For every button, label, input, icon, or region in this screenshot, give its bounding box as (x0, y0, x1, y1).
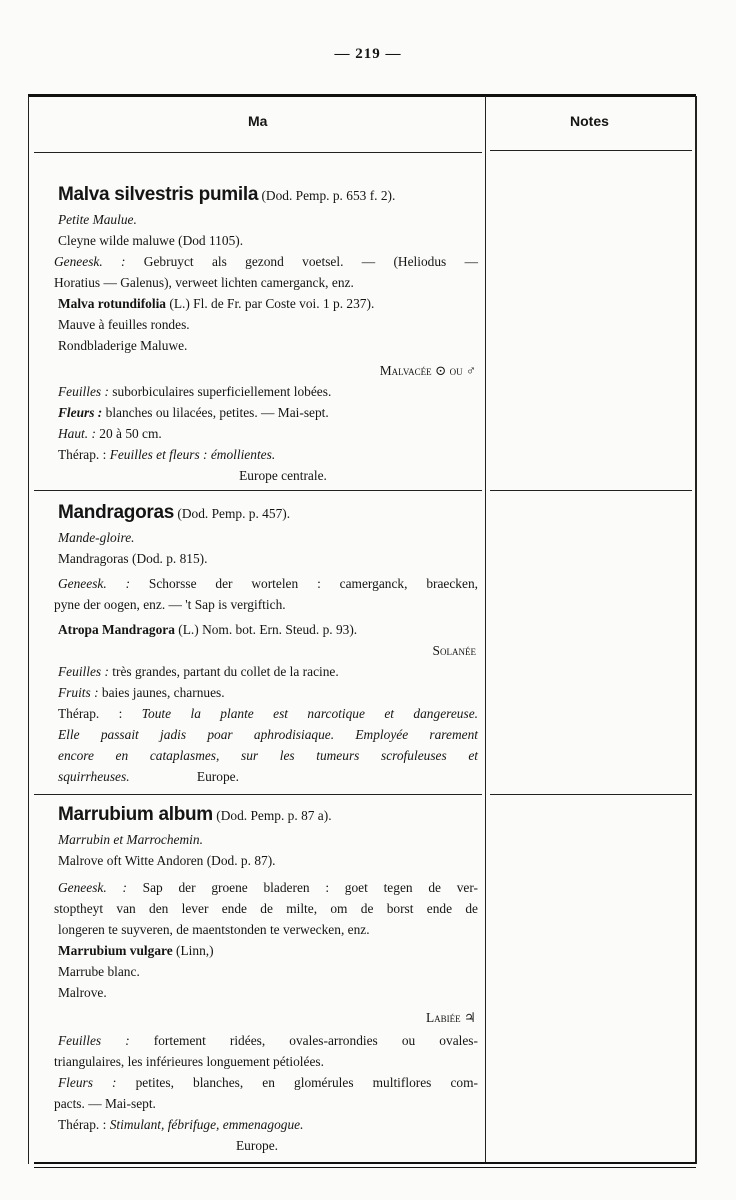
header-rule-main (34, 152, 482, 153)
geneesk-line: Geneesk. : Gebruyct als gezond voetsel. — (Heliodus — (54, 254, 478, 269)
geneesk-line: Geneesk. : Sap der groene bladeren : goet tegen de ver- (58, 880, 478, 895)
flemish-name: Mandragoras (Dod. p. 815). (58, 551, 208, 566)
region-line: Europe centrale. (239, 468, 327, 483)
table-top-rule (28, 94, 696, 97)
therapy-line: Thérap. : Stimulant, fébrifuge, emmenagogue. (58, 1117, 304, 1132)
entry-reference: (Dod. Pemp. p. 457). (177, 506, 291, 521)
flemish-name: Cleyne wilde maluwe (Dod 1105). (58, 233, 244, 248)
column-header-main: Ma (248, 113, 268, 129)
dutch-common-name: Malrove. (58, 985, 107, 1000)
column-divider (485, 96, 486, 1164)
table-right-border (695, 96, 697, 1164)
entry-heading (58, 802, 478, 829)
header-rule-notes (490, 150, 692, 151)
family-label: Malvacée ⊙ ou ♂ (379, 363, 476, 378)
region-line: Europe. (196, 769, 239, 784)
flowers-line: Fleurs : blanches ou lilacées, petites. — Mai-sept. (58, 405, 329, 420)
entry-reference: (Dod. Pemp. p. 653 f. 2). (261, 188, 396, 203)
geneesk-line-3: longeren te suyveren, de maentstonden te verwecken, enz. (58, 922, 370, 937)
flemish-name: Malrove oft Witte Andoren (Dod. p. 87). (58, 853, 276, 868)
region-line: Europe. (236, 1138, 279, 1153)
therapy-line-3: encore en cataplasmes, sur les tumeurs scrofuleuses et (58, 748, 478, 763)
botanical-name: Marrubium vulgare (Linn,) (58, 943, 214, 958)
entry-malva (54, 182, 478, 486)
flowers-line-2: pacts. — Mai-sept. (54, 1096, 156, 1111)
therapy-line-2: Elle passait jadis poar aphrodisiaque. Employée rarement (58, 727, 478, 742)
french-name: Marrubin et Marrochemin. (58, 832, 203, 847)
french-name: Petite Maulue. (58, 212, 137, 227)
leaves-line-2: triangulaires, les inférieures longuement pétiolées. (54, 1054, 324, 1069)
botanical-name: Malva rotundifolia (L.) Fl. de Fr. par Coste voi. 1 p. 237). (58, 296, 375, 311)
french-common-name: Mauve à feuilles rondes. (58, 317, 190, 332)
french-common-name: Marrube blanc. (58, 964, 140, 979)
leaves-line: Feuilles : fortement ridées, ovales-arrondies ou ovales- (58, 1033, 478, 1048)
therapy-line: Thérap. : Toute la plante est narcotique et dangereuse. (58, 706, 478, 721)
row-divider-2 (34, 794, 482, 795)
entry-reference: (Dod. Pemp. p. 87 a). (216, 808, 332, 823)
row-divider-2-notes (490, 794, 692, 795)
height-line: Haut. : 20 à 50 cm. (58, 426, 162, 441)
entry-title: Marrubium album (58, 804, 213, 825)
therapy-line-4: squirrheuses. Europe. (58, 769, 239, 784)
entry-marrubium (54, 802, 478, 1156)
family-label: Labiée ♃ (425, 1010, 476, 1025)
row-divider-1 (34, 490, 482, 491)
table-bottom-rule-2 (34, 1167, 696, 1168)
geneesk-line: Geneesk. : Schorsse der wortelen : camerganck, braecken, (58, 576, 478, 591)
table-left-border (28, 96, 29, 1164)
family-label: Solanée (432, 643, 476, 658)
column-header-notes: Notes (570, 113, 609, 129)
botanical-name: Atropa Mandragora (L.) Nom. bot. Ern. Steud. p. 93). (58, 622, 358, 637)
entry-heading (58, 182, 478, 209)
entry-title: Mandragoras (58, 502, 175, 523)
row-divider-1-notes (490, 490, 692, 491)
fruits-line: Fruits : baies jaunes, charnues. (58, 685, 225, 700)
geneesk-line-2: stoptheyt van den lever ende de milte, om de borst ende de (54, 901, 478, 916)
entry-title: Malva silvestris pumila (58, 184, 259, 205)
geneesk-line-2: pyne der oogen, enz. — 't Sap is vergiftich. (54, 597, 286, 612)
geneesk-line-2: Horatius — Galenus), verweet lichten camerganck, enz. (54, 275, 354, 290)
leaves-line: Feuilles : très grandes, partant du collet de la racine. (58, 664, 339, 679)
table-bottom-rule (34, 1162, 696, 1164)
page-number: — 219 — (334, 46, 402, 62)
french-name: Mande-gloire. (58, 530, 135, 545)
entry-heading (58, 500, 478, 527)
entry-mandragoras (54, 500, 478, 787)
therapy-line: Thérap. : Feuilles et fleurs : émollientes. (58, 447, 276, 462)
flowers-line: Fleurs : petites, blanches, en glomérules multiflores com- (58, 1075, 478, 1090)
dutch-common-name: Rondbladerige Maluwe. (58, 338, 188, 353)
leaves-line: Feuilles : suborbiculaires superficiellement lobées. (58, 384, 332, 399)
